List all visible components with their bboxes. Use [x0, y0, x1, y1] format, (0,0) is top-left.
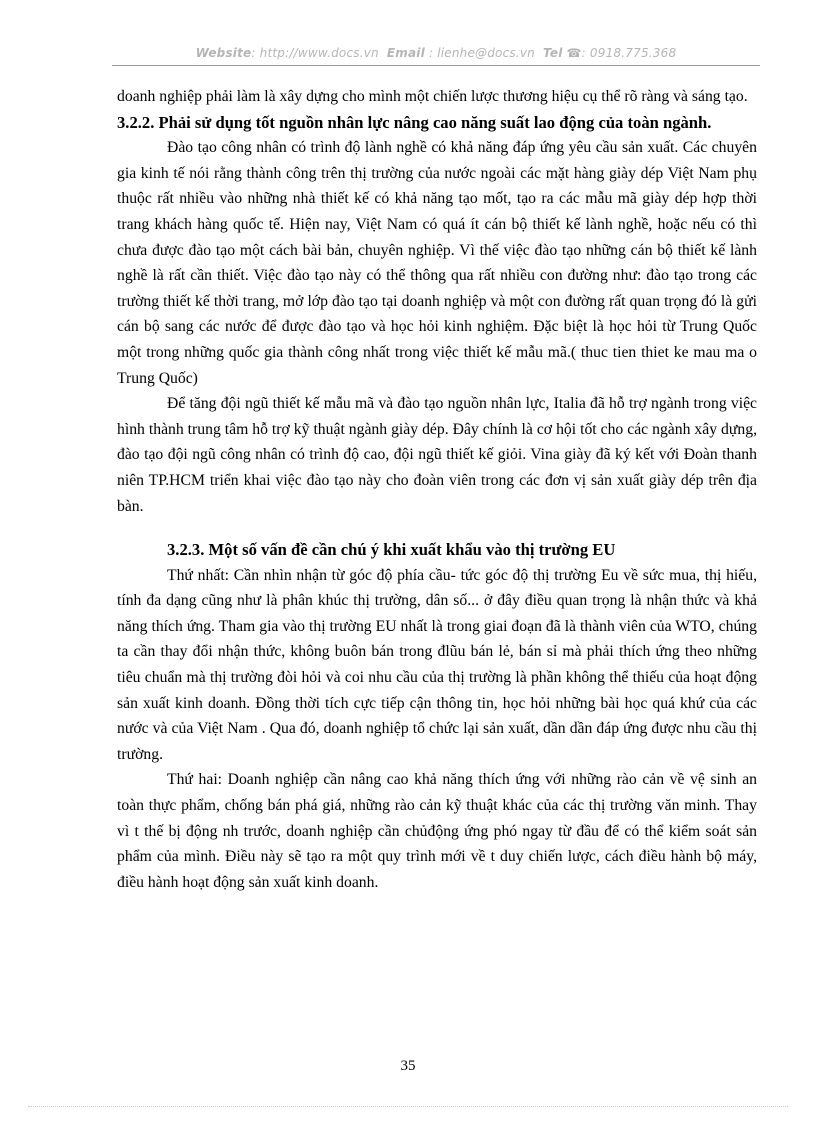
section-heading-3-2-3: 3.2.3. Một số vấn đề cần chú ý khi xuất khẩu vào thị trường EU: [167, 540, 616, 560]
email-label: Email: [386, 46, 425, 60]
page-number: 35: [400, 1058, 416, 1074]
tel-label: Tel: [543, 46, 563, 60]
website-label: Website: [195, 46, 252, 60]
page-header: [112, 46, 760, 60]
email-value: : lienhe@docs.vn: [428, 46, 535, 60]
website-value: : http://www.docs.vn: [251, 46, 379, 60]
header-divider: [112, 65, 760, 66]
paragraph-italia: Để tăng đội ngũ thiết kế mẫu mã và đào tạo nguồn nhân lực, Italia đã hỗ trợ ngành trong việc hình thành trung tâm hỗ trợ kỹ thuật ngành giày dép. Đây chính là cơ hội tốt cho các ngành xây dựng, đào tạo đội ngũ công nhân có trình độ cao, đội ngũ thiết kế giỏi. Vina giày đã ký kết với Đoàn thanh niên TP.HCM triển khai việc đào tạo này cho đoàn viên trong các đơn vị sản xuất giày dép trên địa bàn.: [117, 395, 757, 515]
document-body: [117, 84, 757, 895]
paragraph-second: Thứ hai: Doanh nghiệp cần nâng cao khả năng thích ứng với những rào cản về vệ sinh an toàn thực phẩm, chống bán phá giá, những rào cản kỹ thuật khác của các thị trường văn minh. Thay vì t thế bị động nh trước, doanh nghiệp cần chủđộng ứng phó ngay từ đầu để có thể kiểm soát sản phẩm của mình. Điều này sẽ tạo ra một quy trình mới về t duy chiến lược, cách điều hành bộ máy, điều hành hoạt động sản xuất kinh doanh.: [117, 771, 757, 891]
section-heading-3-2-2: 3.2.2. Phải sử dụng tốt nguồn nhân lực nâng cao năng suất lao động của toàn ngành.: [117, 112, 712, 132]
paragraph-first: Thứ nhất: Cần nhìn nhận từ góc độ phía cầu- tức góc độ thị trường Eu về sức mua, thị hiếu, tính đa dạng cũng như là phân khúc thị trường, dân số... ở đây điều quan trọng là nhận thức và khả năng thích ứng. Tham gia vào thị trường EU nhất là trong giai đoạn đã là thành viên của WTO, chúng ta cần thay đổi nhận thức, không buôn bán trong đlũu bán lẻ, bán sỉ mà phải thích ứng theo những tiêu chuẩn mà thị trường đòi hỏi và coi nhu cầu của thị trường là phần không thể thiếu của hoạt động sản xuất kinh doanh. Đồng thời tích cực tiếp cận thông tin, học hỏi những bài học quá khứ của các nước và của Việt Nam . Qua đó, doanh nghiệp tổ chức lại sản xuất, dần dần đáp ứng được nhu cầu thị trường.: [117, 566, 757, 763]
tel-value: ☎: 0918.775.368: [566, 46, 677, 60]
paragraph-training: Đào tạo công nhân có trình độ lành nghề có khả năng đáp ứng yêu cầu sản xuất. Các chuyên gia kinh tế nói rằng thành công trên thị trường của nước ngoài các mặt hàng giày dép Việt Nam phụ thuộc rất nhiều vào những nhà thiết kế có khả năng tạo mốt, tạo ra các mẫu mã giày dép hợp thời trang khách hàng quốc tế. Hiện nay, Việt Nam có quá ít cán bộ thiết kế lành nghề, hoặc nếu có thì chưa được đào tạo một cách bài bản, chuyên nghiệp. Vì thế việc đào tạo những cán bộ thiết kế lành nghề là rất cần thiết. Việc đào tạo này có thể thông qua rất nhiều con đường như: đào tạo trong các trường thiết kế thời trang, mở lớp đào tạo tại doanh nghiệp và một con đường rất quan trọng đó là gửi cán bộ sang các nước để được đào tạo và học hỏi kinh nghiệm. Đặc biệt là học hỏi từ Trung Quốc một trong những quốc gia thành công nhất trong việc thiết kế mẫu mã.( thuc tien thiet ke mau ma o Trung Quốc): [117, 139, 757, 387]
footer-divider: [28, 1106, 788, 1107]
paragraph-continuation: doanh nghiệp phải làm là xây dựng cho mình một chiến lược thương hiệu cụ thể rõ ràng và sáng tạo.: [117, 88, 748, 105]
